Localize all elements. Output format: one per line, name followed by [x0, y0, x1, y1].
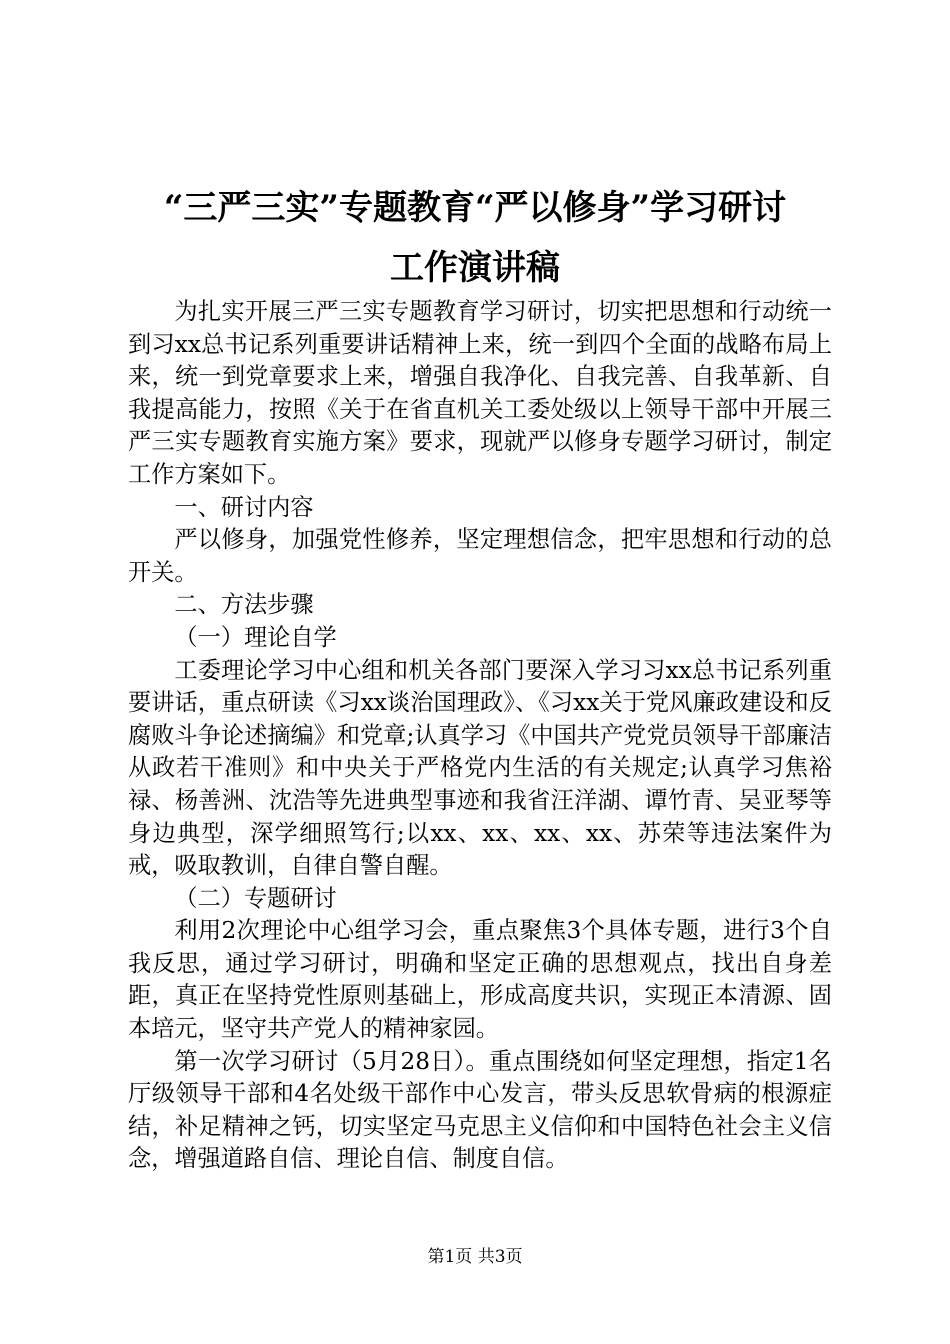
section-heading-methods: 二、方法步骤	[174, 591, 314, 619]
document-body	[128, 296, 832, 1176]
seminar-paragraph: 利用2次理论中心组学习会，重点聚焦3个具体专题，进行3个自我反思，通过学习研讨，明确和坚定正确的思想观点，找出自身差距，真正在坚持党性原则基础上，形成高度共识，实现正本清源、固本培元，坚守共产党人的精神家园。	[128, 917, 832, 1043]
subsection-heading-self-study: （一）理论自学	[174, 623, 337, 651]
page-number-footer: 第1页 共3页	[427, 1247, 523, 1267]
section-heading-content: 一、研讨内容	[174, 493, 314, 521]
content-paragraph: 严以修身，加强党性修养，坚定理想信念，把牢思想和行动的总开关。	[128, 526, 832, 586]
first-seminar-paragraph: 第一次学习研讨（5月28日）。重点围绕如何坚定理想，指定1名厅级领导干部和4名处级干部作中心发言，带头反思软骨病的根源症结，补足精神之钙，切实坚定马克思主义信仰和中国特色社会主义信念，增强道路自信、理论自信、制度自信。	[128, 1047, 832, 1173]
subsection-heading-seminar: （二）专题研讨	[174, 884, 337, 912]
self-study-paragraph: 工委理论学习中心组和机关各部门要深入学习习xx总书记系列重要讲话，重点研读《习xx谈治国理政》、《习xx关于党风廉政建设和反腐败斗争论述摘编》和党章;认真学习《中国共产党党员领导干部廉洁从政若干准则》和中央关于严格党内生活的有关规定;认真学习焦裕禄、杨善洲、沈浩等先进典型事迹和我省汪洋湖、谭竹青、吴亚琴等身边典型，深学细照笃行;以xx、xx、xx、xx、苏荣等违法案件为戒，吸取教训，自律自警自醒。	[128, 656, 832, 880]
document-title-line-1: “三严三实”专题教育“严以修身”学习研讨	[163, 188, 787, 228]
intro-paragraph: 为扎实开展三严三实专题教育学习研讨，切实把思想和行动统一到习xx总书记系列重要讲话精神上来，统一到四个全面的战略布局上来，统一到党章要求上来，增强自我净化、自我完善、自我革新、自我提高能力，按照《关于在省直机关工委处级以上领导干部中开展三严三实专题教育实施方案》要求，现就严以修身专题学习研讨，制定工作方案如下。	[128, 298, 832, 488]
document-title-line-2: 工作演讲稿	[390, 248, 560, 288]
